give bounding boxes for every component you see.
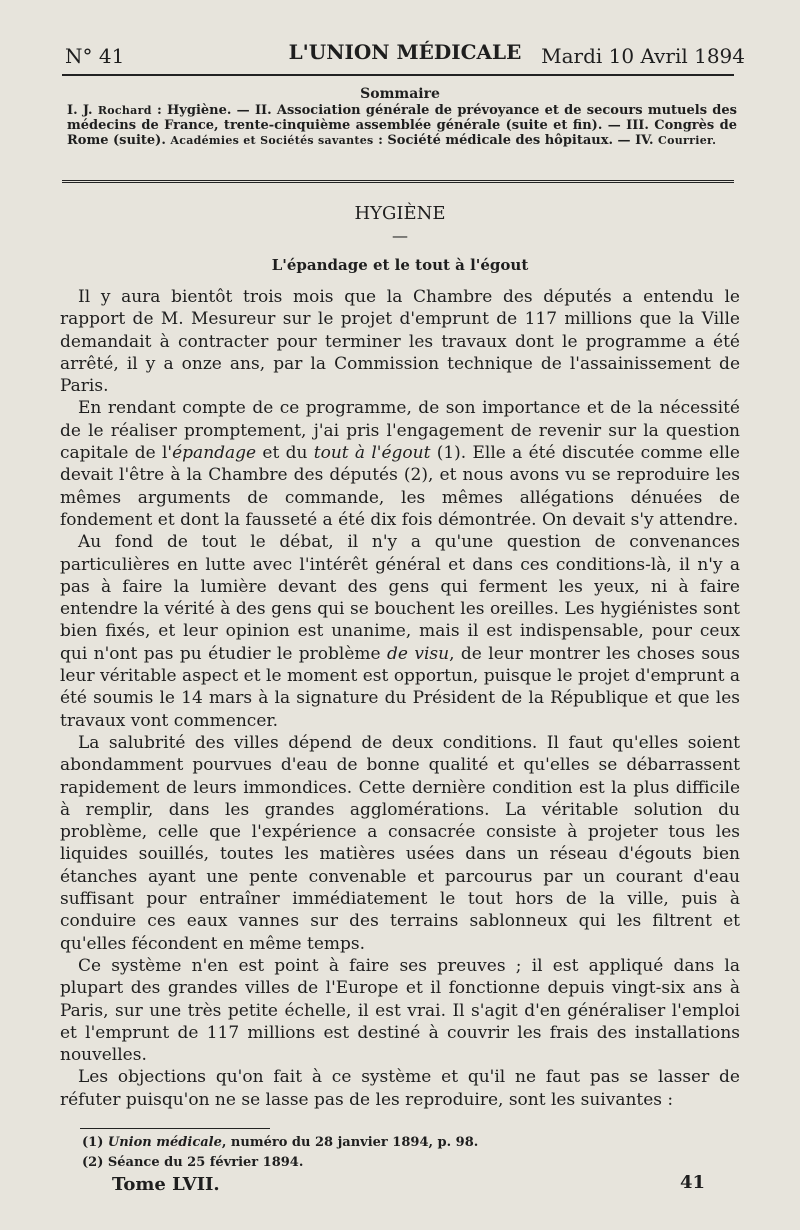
article-title: L'épandage et le tout à l'égout	[271, 256, 529, 274]
paragraph: Ce système n'en est point à faire ses preuves ; il est appliqué dans la plupart des grandes villes de l'Europe et il fonctionne depuis vingt-six ans à Paris, sur une très petite échelle, il est vrai. Il s'agit d'en généraliser l'emploi et l'emprunt de 117 millions est destiné à couvrir les frais des installations nouvelles.	[60, 955, 740, 1066]
sommaire-contents	[67, 103, 737, 148]
emphasis: de visu	[387, 643, 450, 664]
sommaire-item-label: IV.	[635, 133, 654, 148]
tome-label: Tome LVII.	[112, 1174, 220, 1195]
text-run: (1). Elle a été discutée comme elle devait l'être à la Chambre des députés (2), et nous avons vu se reproduire les mêmes arguments de commande, les mêmes allégations dénuées de fondement et dont la fausseté a été dix fois démontrée. On devait s'y attendre.	[60, 443, 740, 530]
header-rule	[62, 74, 734, 76]
footnote-rule	[80, 1128, 270, 1129]
issue-number: N° 41	[65, 44, 125, 68]
section-divider	[62, 180, 734, 186]
sommaire-title: Sommaire	[360, 86, 440, 102]
sommaire-author: Rochard	[97, 104, 152, 117]
footnote-text: , numéro du 28 janvier 1894, p. 98.	[221, 1135, 479, 1150]
paragraph: La salubrité des villes dépend de deux conditions. Il faut qu'elles soient abondamment pourvues d'eau de bonne qualité et qu'elles se débarrassent rapidement de leurs immondices. Cette dernière condition est la plus difficile à remplir, dans les grandes agglomérations. La véritable solution du problème, celle que l'expérience a consacrée consiste à projeter tous les liquides souillés, toutes les matières usées dans un réseau d'égouts bien étanches ayant une pente convenable et parcourus par un courant d'eau suffisant pour entraîner immédiatement le tout hors de la ville, puis à conduire ces eaux vannes sur des terrains sablonneux qui les filtrent et qu'elles fécondent en même temps.	[60, 732, 740, 954]
paragraph: Il y aura bientôt trois mois que la Chambre des députés a entendu le rapport de M. Mesureur sur le projet d'emprunt de 117 millions que la Ville demandait à contracter pour terminer les travaux dont le programme a été arrêté, il y a onze ans, par la Commission technique de l'assainissement de Paris.	[60, 287, 740, 397]
footnote-2: (2) Séance du 25 février 1894.	[82, 1155, 304, 1170]
issue-date: Mardi 10 Avril 1894	[541, 44, 745, 68]
sommaire-academies: Académies et Sociétés savantes	[170, 134, 374, 147]
page-number: 41	[680, 1172, 706, 1193]
text-run: , de leur montrer les choses sous leur véritable aspect et le moment est opportun, puisque le projet d'emprunt a été soumis le 14 mars à la signature du Président de la République et que les travaux vont commencer.	[60, 643, 740, 731]
footnote-1	[82, 1135, 478, 1150]
sommaire-item-text: II. Association générale de prévoyance et de secours mutuels des médecins de France, trente-cinquième assemblée générale (suite et fin). —	[67, 103, 737, 133]
text-run: et du	[256, 443, 314, 464]
paragraph: Les objections qu'on fait à ce système et qu'il ne faut pas se lasser de réfuter puisqu'on ne se lasse pas de les reproduire, sont les suivantes :	[60, 1067, 740, 1110]
paragraph	[60, 397, 740, 531]
section-dash: —	[392, 226, 408, 245]
sommaire-item-text: III. Congrès de Rome (suite).	[67, 118, 737, 148]
paragraph	[60, 531, 740, 732]
running-header	[65, 40, 745, 76]
article-body	[60, 286, 740, 1111]
footnote-emphasis: Union médicale	[107, 1135, 222, 1150]
footnote-number: (1)	[82, 1135, 104, 1150]
emphasis: tout à l'égout	[313, 443, 431, 464]
sommaire-item-label: I. J.	[67, 103, 93, 118]
section-title: HYGIÈNE	[354, 203, 446, 224]
sommaire-item-text: Courrier.	[658, 134, 717, 147]
sommaire-item-text: : Société médicale des hôpitaux. —	[378, 133, 631, 148]
sommaire-item-text: : Hygiène. —	[156, 103, 250, 118]
journal-title: L'UNION MÉDICALE	[288, 40, 522, 64]
text-run: Au fond de tout le débat, il n'y a qu'une question de convenances particulières en lutte avec l'intérêt général et dans ces conditions-là, il n'y a pas à faire la lumière devant des gens qui ferment les yeux, ni à faire entendre la vérité à des gens qui se bouchent les oreilles. Les hygiénistes sont bien fixés, et leur opinion est unanime, mais il est indispensable, pour ceux qui n'ont pas pu étudier le problème	[60, 532, 740, 664]
text-run: En rendant compte de ce programme, de son importance et de la nécessité de le réaliser promptement, j'ai pris l'engagement de revenir sur la question capitale de l'	[60, 398, 740, 464]
emphasis: épandage	[172, 443, 257, 464]
